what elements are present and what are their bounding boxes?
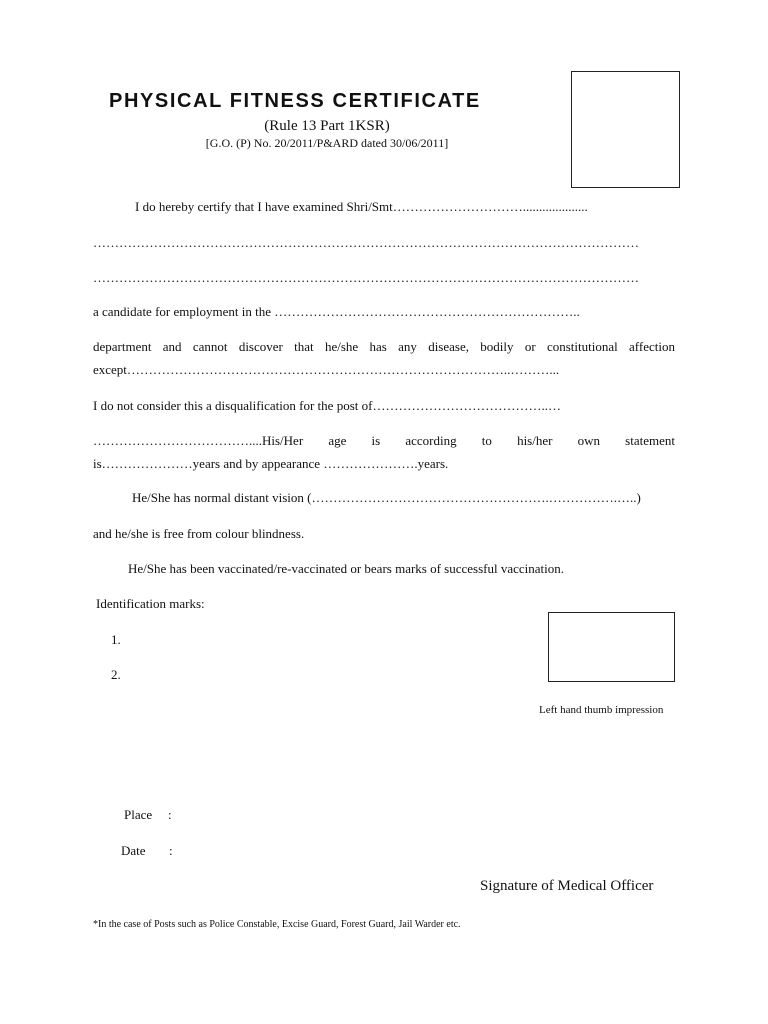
word: age xyxy=(328,433,347,448)
word: he/she xyxy=(324,339,359,354)
thumb-impression-box[interactable] xyxy=(548,612,675,682)
word: cannot xyxy=(192,339,228,354)
blank-line-2[interactable]: ……………………………………………………………………………………………………………… xyxy=(93,270,639,285)
date-label: Date xyxy=(121,843,146,858)
word: department xyxy=(93,339,152,354)
word: discover xyxy=(238,339,283,354)
vaccination-line: He/She has been vaccinated/re-vaccinated or bears marks of successful vaccination. xyxy=(128,561,565,576)
word: and xyxy=(162,339,182,354)
department-line xyxy=(93,339,675,355)
word: or xyxy=(524,339,536,354)
photo-box[interactable] xyxy=(571,71,680,188)
date-colon: : xyxy=(169,843,173,858)
word: affection xyxy=(629,339,675,354)
word: ………………………………....His/Her xyxy=(93,433,304,448)
identification-item-2: 2. xyxy=(111,667,121,682)
colour-blindness-line: and he/she is free from colour blindness. xyxy=(93,526,305,541)
rule-reference: (Rule 13 Part 1KSR) xyxy=(264,118,390,134)
place-colon: : xyxy=(168,807,172,822)
certify-line: I do hereby certify that I have examined Shri/Smt………………………….................... xyxy=(135,199,588,214)
footnote: *In the case of Posts such as Police Constable, Excise Guard, Forest Guard, Jail Warder etc. xyxy=(93,919,461,930)
vision-line: He/She has normal distant vision (……………………………………………….…………….…..) xyxy=(132,490,641,505)
go-reference: [G.O. (P) No. 20/2011/P&ARD dated 30/06/2011] xyxy=(205,136,449,150)
thumb-impression-caption: Left hand thumb impression xyxy=(539,704,664,716)
blank-line-1[interactable]: ……………………………………………………………………………………………………………… xyxy=(93,235,639,250)
word: his/her xyxy=(517,433,553,448)
employment-line: a candidate for employment in the …………………………………………………………….. xyxy=(93,304,580,319)
age-line xyxy=(93,433,675,449)
word: has xyxy=(369,339,387,354)
word: any xyxy=(398,339,417,354)
except-line: except……………………………………………………………………………..………... xyxy=(93,362,560,377)
years-line: is…………………years and by appearance ………………….years. xyxy=(93,456,449,471)
word: statement xyxy=(625,433,675,448)
word: disease, xyxy=(428,339,469,354)
place-label: Place xyxy=(124,807,153,822)
signature-label: Signature of Medical Officer xyxy=(480,878,654,894)
disqualification-line: I do not consider this a disqualification for the post of…………………………………..… xyxy=(93,398,561,413)
word: that xyxy=(294,339,314,354)
word: constitutional xyxy=(546,339,618,354)
identification-label: Identification marks: xyxy=(96,596,205,611)
word: own xyxy=(577,433,600,448)
identification-item-1: 1. xyxy=(111,632,121,647)
word: is xyxy=(371,433,381,448)
page-title: PHYSICAL FITNESS CERTIFICATE xyxy=(109,90,481,112)
word: bodily xyxy=(480,339,514,354)
word: according xyxy=(405,433,457,448)
word: to xyxy=(481,433,492,448)
